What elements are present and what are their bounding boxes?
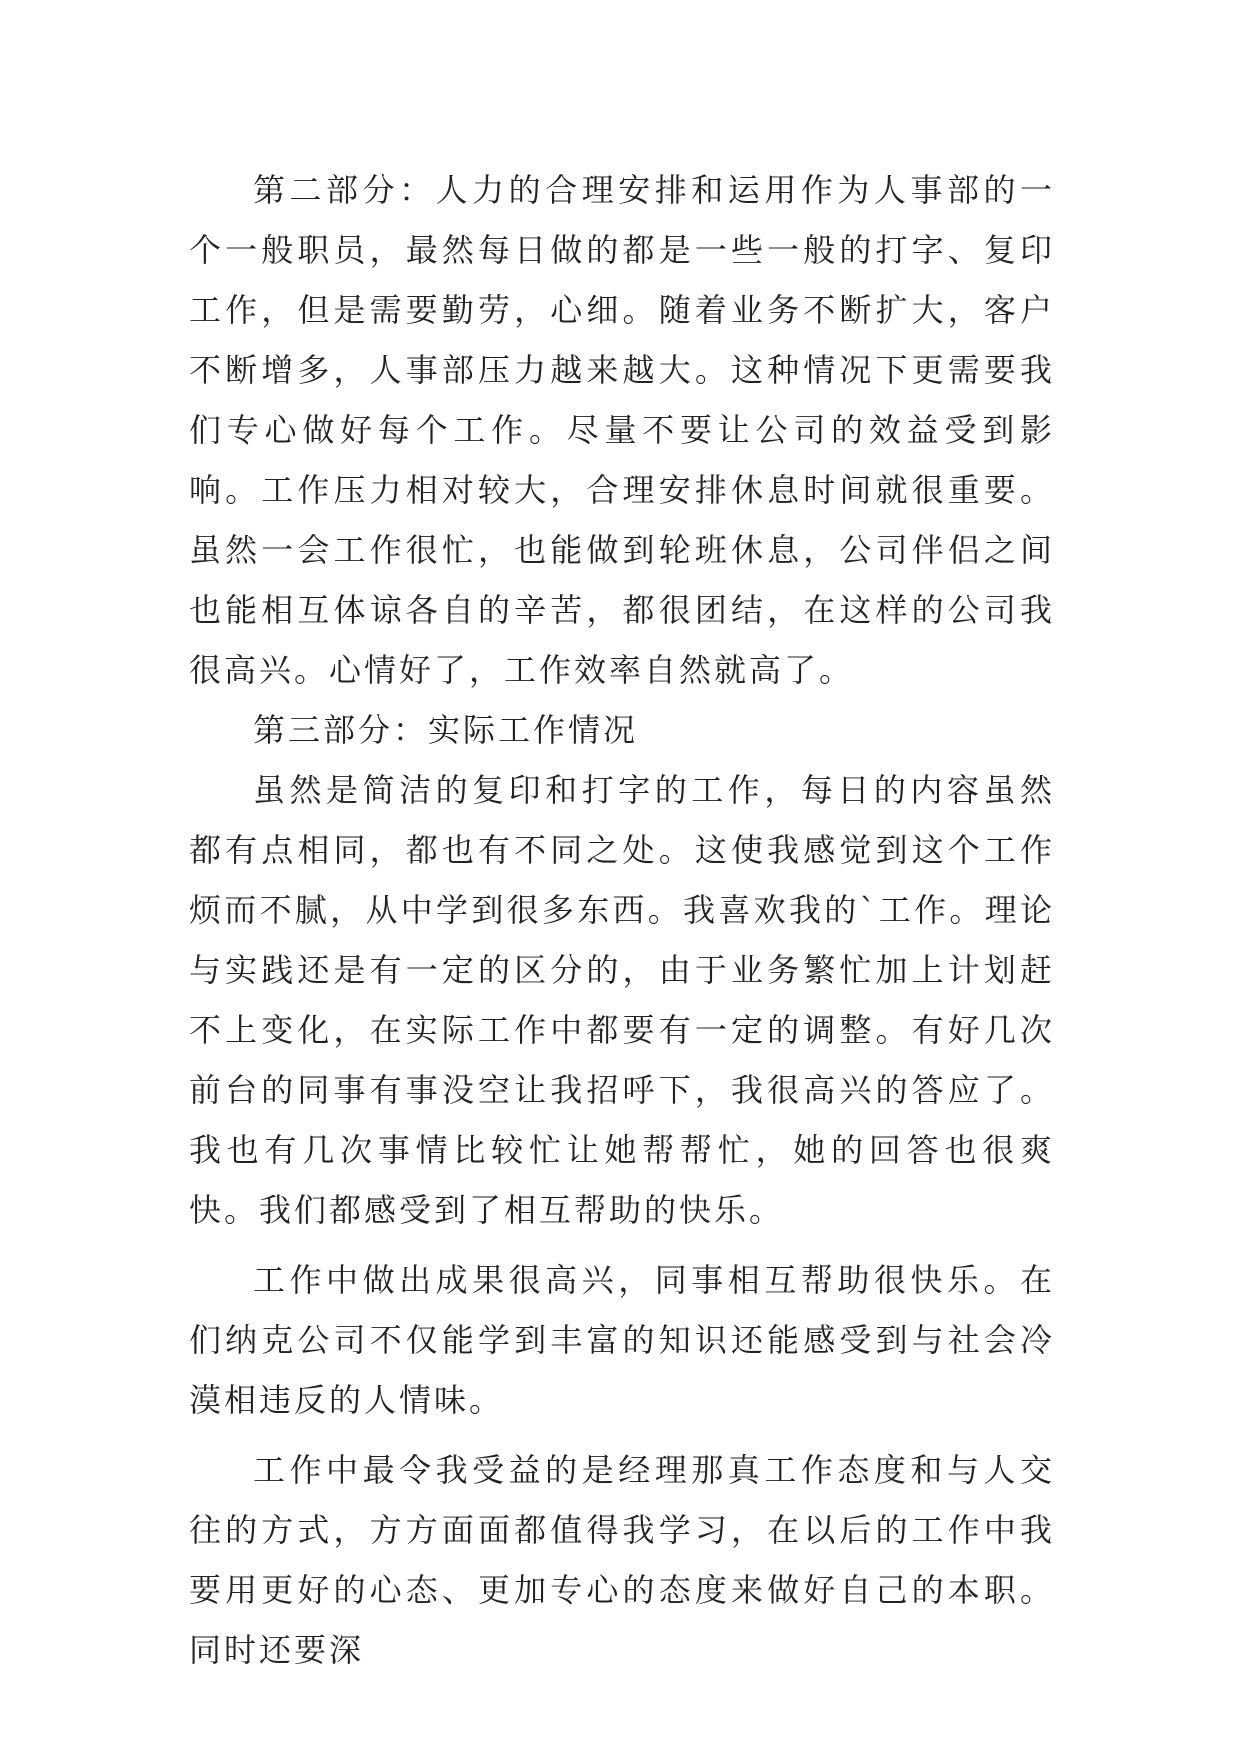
paragraph-results: 工作中做出成果很高兴，同事相互帮助很快乐。在们纳克公司不仅能学到丰富的知识还能感受到与社会冷漠相违反的人情味。 xyxy=(189,1261,1055,1419)
paragraph-part-three-heading: 第三部分：实际工作情况 xyxy=(253,711,639,749)
paragraph-part-two: 第二部分：人力的合理安排和运用作为人事部的一个一般职员，最然每日做的都是一些一般的打字、复印工作，但是需要勤劳，心细。随着业务不断扩大，客户不断增多，人事部压力越来越大。这种情况下更需要我们专心做好每个工作。尽量不要让公司的效益受到影响。工作压力相对较大，合理安排休息时间就很重要。虽然一会工作很忙，也能做到轮班休息，公司伴侣之间也能相互体谅各自的辛苦，都很团结，在这样的公司我很高兴。心情好了，工作效率自然就高了。 xyxy=(189,171,1055,689)
document-body xyxy=(189,160,1055,1680)
paragraph-manager-attitude: 工作中最令我受益的是经理那真工作态度和与人交往的方式，方方面面都值得我学习，在以后的工作中我要用更好的心态、更加专心的态度来做好自己的本职。同时还要深 xyxy=(189,1451,1055,1669)
paragraph-actual-work: 虽然是简洁的复印和打字的工作，每日的内容虽然都有点相同，都也有不同之处。这使我感觉到这个工作烦而不腻，从中学到很多东西。我喜欢我的`工作。理论与实践还是有一定的区分的，由于业务繁忙加上计划赶不上变化，在实际工作中都要有一定的调整。有好几次前台的同事有事没空让我招呼下，我很高兴的答应了。我也有几次事情比较忙让她帮帮忙，她的回答也很爽快。我们都感受到了相互帮助的快乐。 xyxy=(189,771,1055,1229)
